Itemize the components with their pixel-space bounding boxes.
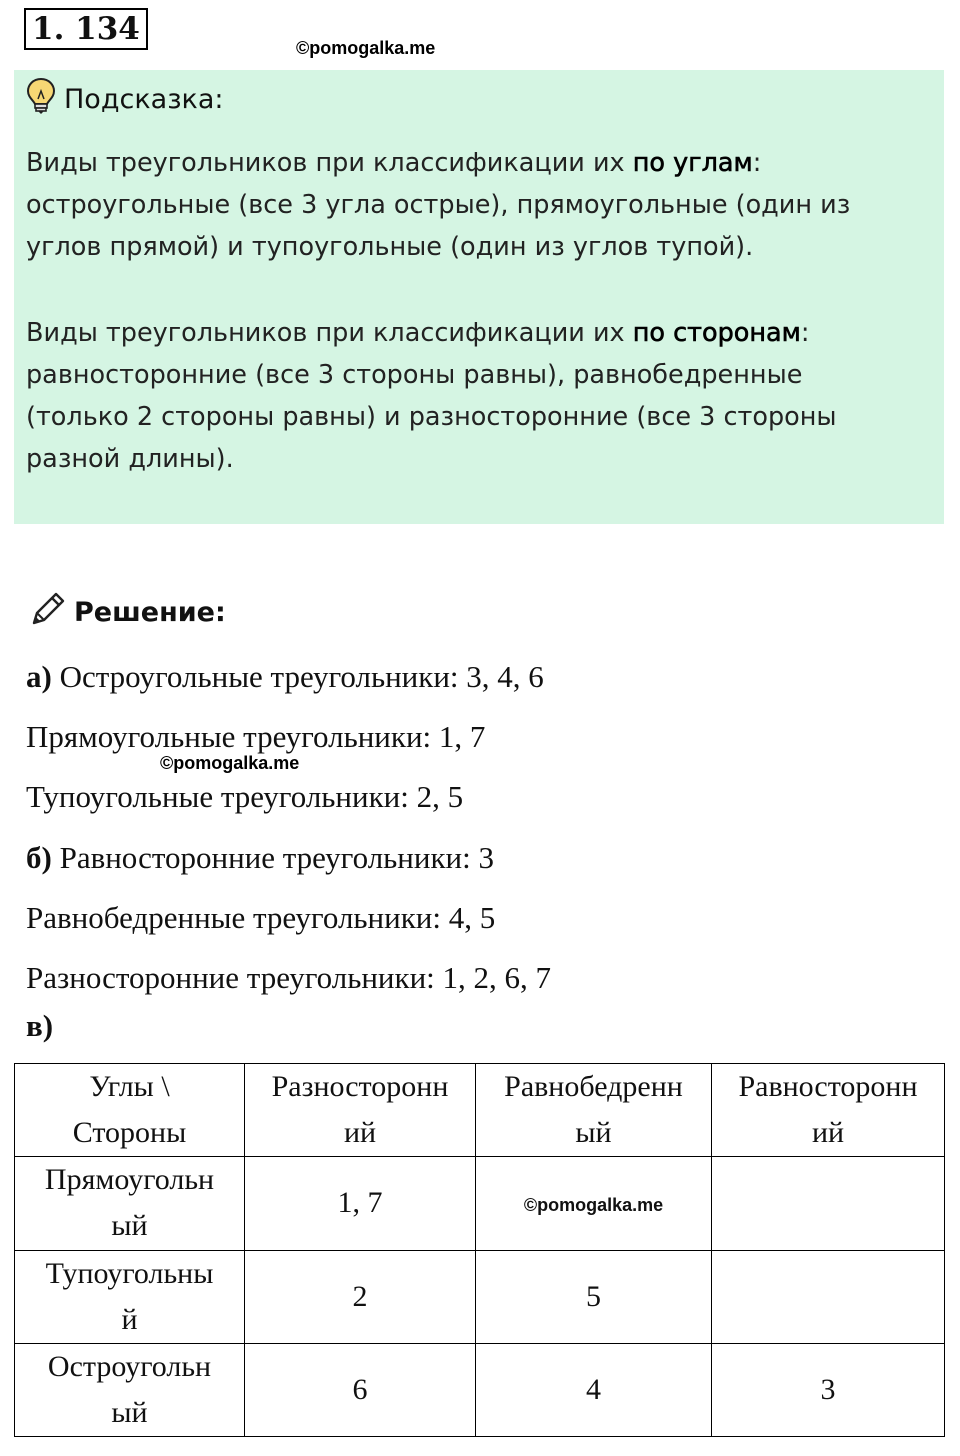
solution-text: Остроугольные треугольники: 3, 4, 6 bbox=[51, 659, 544, 694]
problem-number: 1. 134 bbox=[24, 8, 148, 50]
table-row bbox=[15, 1157, 945, 1250]
table-row-label: Тупоугольны й bbox=[15, 1250, 245, 1343]
table-cell bbox=[712, 1157, 945, 1250]
part-label-a: а) bbox=[26, 659, 52, 694]
table-header-cell: Углы \ Стороны bbox=[15, 1064, 245, 1157]
table-row-label: Остроугольн ый bbox=[15, 1343, 245, 1436]
hint-paragraph-angles bbox=[26, 142, 926, 268]
table-cell: 6 bbox=[245, 1343, 476, 1436]
solution-line-a2: Прямоугольные треугольники: 1, 7 bbox=[26, 719, 486, 754]
hint-title bbox=[26, 80, 224, 118]
table-cell: 5 bbox=[476, 1250, 712, 1343]
table-cell: 2 bbox=[245, 1250, 476, 1343]
hint-paragraph-sides bbox=[26, 312, 926, 480]
table-cell: 3 bbox=[712, 1343, 945, 1436]
hint-bold-angles: по углам bbox=[632, 148, 753, 178]
hint-text-span: Виды треугольников при классификации их bbox=[26, 318, 633, 348]
table-header-cell: Разносторонн ий bbox=[245, 1064, 476, 1157]
pencil-icon bbox=[28, 589, 68, 636]
table-header-cell: Равносторонн ий bbox=[712, 1064, 945, 1157]
watermark-middle: ©pomogalka.me bbox=[160, 753, 300, 773]
watermark-top: ©pomogalka.me bbox=[296, 38, 436, 58]
part-label-b: б) bbox=[26, 840, 52, 875]
solution-title bbox=[28, 590, 226, 634]
hint-text-span: Виды треугольников при классификации их bbox=[26, 148, 633, 178]
table-row-label: Прямоугольн ый bbox=[15, 1157, 245, 1250]
table-cell: 1, 7 bbox=[245, 1157, 476, 1250]
solution-line-a3: Тупоугольные треугольники: 2, 5 bbox=[26, 779, 464, 814]
hint-title-text: Подсказка: bbox=[64, 83, 224, 115]
solution-line-a1 bbox=[26, 657, 544, 697]
hint-line: равносторонние (все 3 стороны равны), равнобедренные bbox=[26, 360, 803, 390]
classification-table bbox=[14, 1063, 945, 1437]
part-label-c: в) bbox=[26, 1008, 54, 1043]
hint-bold-sides: по сторонам bbox=[632, 318, 801, 348]
solution-line-b2: Равнобедренные треугольники: 4, 5 bbox=[26, 900, 496, 935]
hint-text-span: : bbox=[752, 148, 762, 178]
table-cell bbox=[476, 1157, 712, 1250]
hint-text-span: : bbox=[800, 318, 810, 348]
solution-line-b3: Разносторонние треугольники: 1, 2, 6, 7 bbox=[26, 960, 552, 995]
table-row bbox=[15, 1250, 945, 1343]
solution-line-b1 bbox=[26, 838, 494, 878]
hint-line: углов прямой) и тупоугольные (один из углов тупой). bbox=[26, 232, 754, 262]
table-header-row bbox=[15, 1064, 945, 1157]
solution-text: Равносторонние треугольники: 3 bbox=[51, 840, 495, 875]
watermark-table: ©pomogalka.me bbox=[523, 1194, 664, 1215]
table-row bbox=[15, 1343, 945, 1436]
hint-line bbox=[26, 312, 926, 354]
table-cell bbox=[712, 1250, 945, 1343]
lightbulb-icon bbox=[26, 77, 56, 122]
hint-line: остроугольные (все 3 угла острые), прямоугольные (один из bbox=[26, 190, 851, 220]
table-header-cell: Равнобедренн ый bbox=[476, 1064, 712, 1157]
hint-line: разной длины). bbox=[26, 444, 234, 474]
table-cell: 4 bbox=[476, 1343, 712, 1436]
hint-line bbox=[26, 142, 926, 184]
solution-title-text: Решение: bbox=[74, 596, 226, 628]
hint-line: (только 2 стороны равны) и разносторонние (все 3 стороны bbox=[26, 402, 837, 432]
solution-line-c bbox=[26, 1006, 53, 1046]
